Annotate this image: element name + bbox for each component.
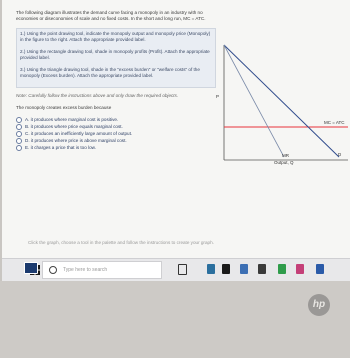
taskbar (2, 258, 350, 281)
app-icon-pink[interactable] (296, 264, 304, 274)
store-icon[interactable] (222, 264, 230, 274)
demand-label: D (338, 152, 342, 157)
file-explorer-icon[interactable] (207, 264, 215, 274)
instruction-3: 3.) Using the triangle drawing tool, shade in the "excess burden" or "welfare costs" of the monopoly (Excess burden). Attach the appropriate provided label. (20, 67, 200, 78)
choice-e[interactable] (16, 145, 216, 151)
mc-atc-label: MC = ATC (324, 120, 345, 125)
taskbar-search[interactable] (42, 261, 162, 279)
x-axis-label: Output, Q (274, 160, 294, 165)
intro-text: The following diagram illustrates the demand curve facing a monopoly in an industry with no economies or diseconomies of scale and no fixed costs. In the short and long run, MC = ATC. (16, 10, 206, 21)
demand-curve (224, 45, 339, 157)
mail-icon[interactable] (240, 264, 248, 274)
y-axis-label: P (216, 94, 220, 99)
choice-a-label: A. it produces where marginal cost is positive. (25, 117, 119, 122)
graph-area[interactable] (214, 40, 350, 180)
hp-logo: hp (308, 294, 330, 316)
choice-a[interactable] (16, 117, 216, 123)
note-text: Note: Carefully follow the instructions above and only draw the required objects. (16, 93, 179, 98)
choice-c-label: C. it produces an inefficiently large amount of output. (25, 131, 133, 136)
radio-d[interactable] (16, 138, 22, 144)
screen (2, 0, 350, 258)
search-placeholder: Type here to search (63, 267, 108, 273)
choice-b-label: B. it produces where price equals marginal cost. (25, 124, 123, 129)
instruction-2: 2.) Using the rectangle drawing tool, shade in monopoly profits (Profit). Attach the appropriate provided label. (20, 49, 210, 60)
choice-list (16, 117, 216, 151)
task-view-icon[interactable] (178, 264, 187, 275)
radio-b[interactable] (16, 124, 22, 130)
radio-a[interactable] (16, 117, 22, 123)
choice-c[interactable] (16, 131, 216, 137)
question-pane (16, 10, 216, 152)
choice-b[interactable] (16, 124, 216, 130)
instruction-1: 1.) Using the point drawing tool, indicate the monopoly output and monopoly price (Monopoly) in the figure to the right. Attach the appropriate provided label. (20, 31, 211, 42)
word-icon[interactable] (316, 264, 324, 274)
choice-d[interactable] (16, 138, 216, 144)
choice-e-label: E. it charges a price that is too low. (25, 145, 96, 150)
dropbox-icon[interactable] (258, 264, 266, 274)
choice-d-label: D. it produces where price is above marginal cost. (25, 138, 127, 143)
graph-hint: Click the graph, choose a tool in the palette and follow the instructions to create your graph. (28, 240, 214, 245)
monitor-bezel (0, 281, 350, 358)
mr-curve (224, 45, 284, 157)
radio-e[interactable] (16, 145, 22, 151)
instructions-box (16, 28, 216, 88)
question-text: The monopoly creates excess burden because (16, 105, 112, 110)
app-icon-green[interactable] (278, 264, 286, 274)
cortana-icon (49, 266, 57, 274)
radio-c[interactable] (16, 131, 22, 137)
mr-label: MR (282, 153, 289, 158)
intel-sticker (24, 262, 38, 274)
